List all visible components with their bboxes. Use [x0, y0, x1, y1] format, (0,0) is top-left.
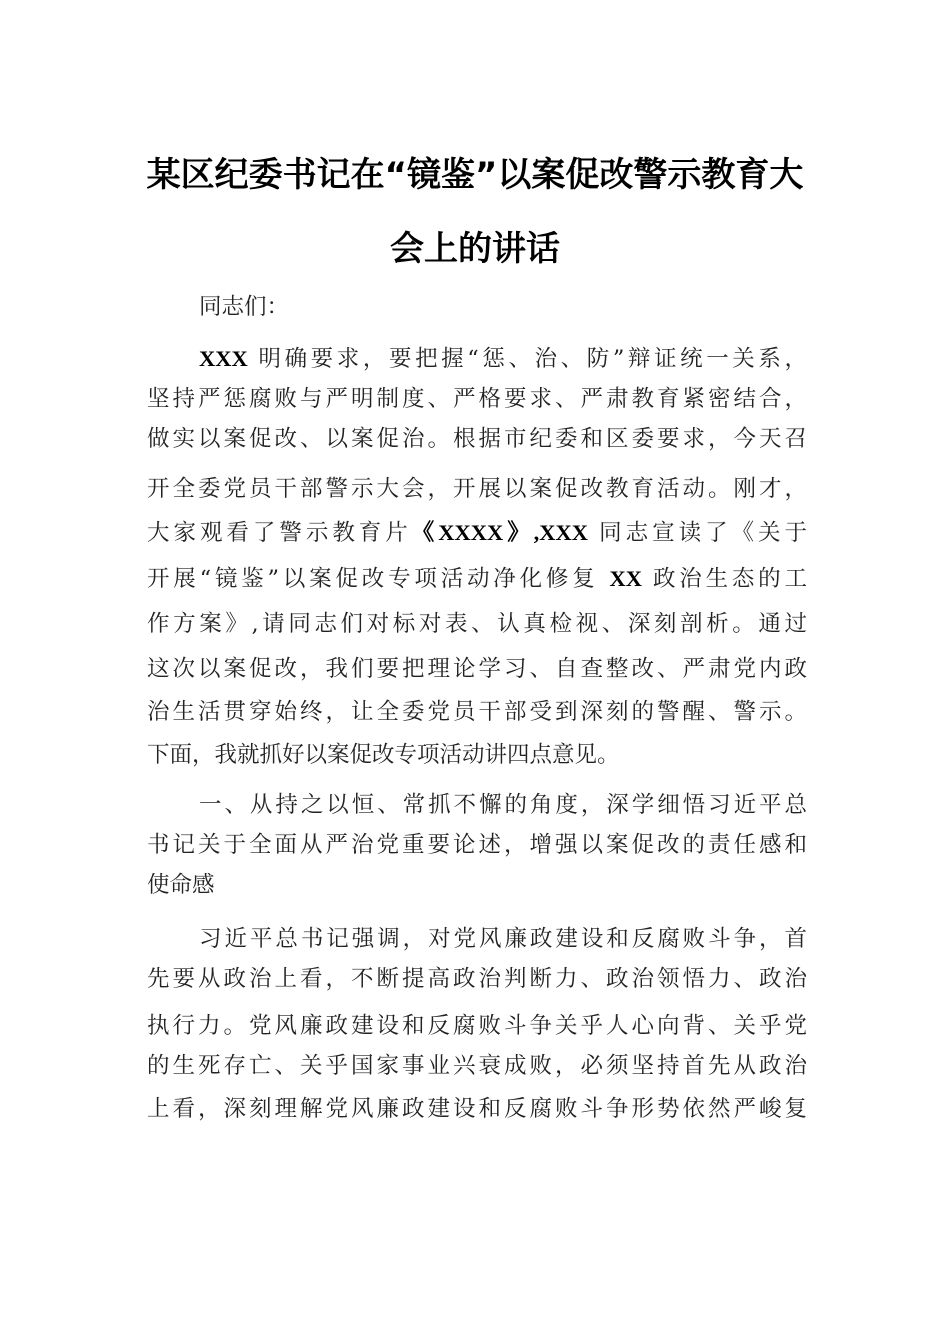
text-run: 大家观看了警示教育片: [147, 520, 412, 546]
paragraph-1-line: 这次以案促改，我们要把理论学习、自查整改、严肃党内政: [147, 656, 807, 682]
heading-1-line: 使命感: [147, 872, 215, 898]
paragraph-1-line: 治生活贯穿始终，让全委党员干部受到深刻的警醒、警示。: [147, 699, 807, 725]
paragraph-2-line: 的生死存亡、关乎国家事业兴衰成败，必须坚持首先从政治: [147, 1053, 807, 1079]
placeholder-name: XX: [609, 566, 642, 591]
text-run: 明确要求，要把握“惩、治、防”辩证统一关系，: [247, 346, 807, 372]
heading-1-line: 书记关于全面从严治党重要论述，增强以案促改的责任感和: [147, 832, 807, 858]
film-title: 《XXXX》,XXX: [411, 520, 589, 545]
paragraph-1-line: [147, 564, 807, 594]
speaker-name: XXX: [199, 346, 248, 371]
paragraph-1-line: 下面，我就抓好以案促改专项活动讲四点意见。: [147, 742, 620, 768]
paragraph-1-line: 作方案》,请同志们对标对表、认真检视、深刻剖析。通过: [147, 611, 807, 637]
title-line-2: 会上的讲话: [390, 229, 560, 269]
paragraph-1-line: 坚持严惩腐败与严明制度、严格要求、严肃教育紧密结合，: [147, 386, 807, 412]
text-run: 政治生态的工: [642, 566, 807, 592]
paragraph-2-line: 执行力。党风廉政建设和反腐败斗争关乎人心向背、关乎党: [147, 1013, 807, 1039]
salutation: 同志们：: [199, 294, 290, 320]
paragraph-2-line: 习近平总书记强调，对党风廉政建设和反腐败斗争，首: [199, 926, 807, 952]
text-run: 开展“镜鉴”以案促改专项活动净化修复: [147, 566, 610, 592]
paragraph-2-line: 先要从政治上看，不断提高政治判断力、政治领悟力、政治: [147, 966, 807, 992]
paragraph-1-line: [199, 344, 807, 374]
paragraph-2-line: 上看，深刻理解党风廉政建设和反腐败斗争形势依然严峻复: [147, 1096, 807, 1122]
title-line-1: 某区纪委书记在“镜鉴”以案促改警示教育大: [146, 155, 804, 195]
paragraph-1-line: 做实以案促改、以案促治。根据市纪委和区委要求，今天召: [147, 426, 807, 452]
heading-1-line: 一、从持之以恒、常抓不懈的角度，深学细悟习近平总: [199, 792, 807, 818]
paragraph-1-line: 开全委党员干部警示大会，开展以案促改教育活动。刚才，: [147, 476, 807, 502]
paragraph-1-line: [147, 518, 807, 548]
text-run: 同志宣读了《关于: [588, 520, 807, 546]
